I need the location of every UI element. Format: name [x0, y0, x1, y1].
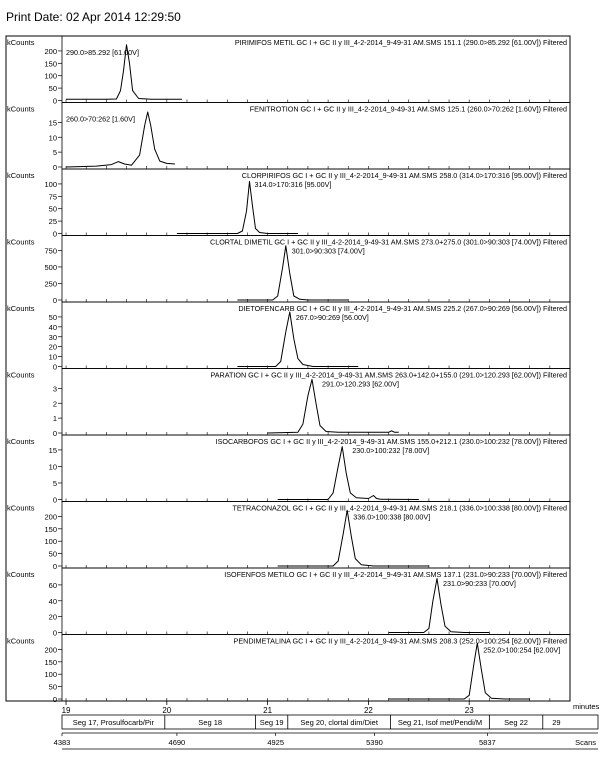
y-tick-label: 20	[48, 612, 57, 622]
scans-label: Scans	[575, 738, 596, 747]
y-unit-label: kCounts	[7, 38, 35, 47]
y-unit-label: kCounts	[7, 104, 35, 114]
y-unit-label: kCounts	[7, 304, 35, 313]
panel-title: CLORTAL DIMETIL GC I + GC II y III_4-2-2014_9-49-31 AM.SMS 273.0+275.0 (301.0>90:303 [74.00V]) Filtered	[210, 237, 567, 247]
chromatogram-panel	[7, 502, 570, 572]
y-tick-label: 20	[48, 342, 57, 352]
y-tick-label: 0	[52, 562, 57, 571]
y-tick-label: 0	[52, 296, 57, 305]
y-tick-label: 200	[44, 645, 57, 655]
chromatogram-panel	[7, 36, 570, 106]
x-tick-label: 20	[162, 706, 172, 715]
x-tick-label: 19	[61, 706, 71, 715]
x-tick-label: 21	[263, 706, 273, 715]
segment-label: 29	[552, 718, 561, 727]
y-tick-label: 0	[52, 495, 57, 505]
y-tick-label: 0	[52, 96, 57, 106]
x-unit-label: minutes	[573, 702, 600, 711]
y-unit-label: kCounts	[7, 237, 35, 247]
segment-label: Seg 19	[259, 718, 284, 727]
y-tick-label: 10	[48, 352, 57, 362]
y-tick-label: 25	[48, 217, 57, 227]
chromatogram-panel	[7, 635, 570, 705]
y-tick-label: 30	[48, 332, 57, 342]
y-tick-label: 0	[52, 695, 57, 704]
segment-label: Seg 22	[504, 718, 528, 727]
y-unit-label: kCounts	[7, 437, 35, 446]
segment-label: Seg 17, Prosulfocarb/Pir	[72, 718, 155, 727]
y-tick-label: 0	[52, 628, 57, 638]
chromatogram-panel	[7, 103, 570, 173]
y-tick-label: 0	[52, 229, 57, 239]
y-tick-label: 50	[48, 682, 57, 692]
chromatogram-panel	[7, 369, 570, 439]
y-tick-label: 15	[48, 118, 57, 128]
y-tick-label: 250	[44, 279, 57, 289]
transition-label: 230.0>100:232 [78.00V]	[352, 446, 430, 455]
y-tick-label: 60	[48, 580, 57, 590]
y-tick-label: 150	[44, 524, 57, 534]
transition-label: 290.0>85.292 [61.00V]	[66, 48, 139, 57]
y-tick-label: 0	[52, 163, 57, 172]
panel-title: FENITROTION GC I + GC II y III_4-2-2014_9-49-31 AM.SMS 125.1 (260.0>70:262 [1.60V]) Filtered	[249, 104, 567, 114]
transition-label: 291.0>120.293 [62.00V]	[322, 379, 399, 389]
panel-title: ISOCARBOFOS GC I + GC II y III_4-2-2014_9-49-31 AM.SMS 155.0+212.1 (230.0>100:232 [78.00V]) Filtered	[215, 437, 567, 446]
y-tick-label: 750	[44, 246, 57, 256]
y-tick-label: 150	[44, 657, 57, 667]
y-tick-label: 15	[48, 445, 57, 455]
y-unit-label: kCounts	[7, 171, 35, 180]
chromatogram-panel	[7, 568, 570, 638]
chromatogram-panel	[7, 302, 570, 372]
y-tick-label: 50	[48, 549, 57, 559]
y-unit-label: kCounts	[7, 370, 35, 380]
panel-title: PARATION GC I + GC II y III_4-2-2014_9-49-31 AM.SMS 263.0+142.0+155.0 (291.0>120.293 [62.00V]) Filtered	[210, 370, 567, 380]
y-tick-label: 10	[48, 133, 57, 143]
y-tick-label: 0	[52, 362, 57, 372]
transition-label: 260.0>70:262 [1.60V]	[66, 114, 135, 124]
transition-label: 231.0>90:233 [70.00V]	[442, 579, 516, 588]
y-unit-label: kCounts	[7, 503, 35, 513]
y-tick-label: 40	[48, 322, 57, 332]
y-tick-label: 75	[48, 192, 57, 202]
y-tick-label: 100	[44, 179, 57, 189]
y-tick-label: 50	[48, 312, 57, 322]
panel-title: ISOFENFOS METILO GC I + GC II y III_4-2-2014_9-49-31 AM.SMS 137.1 (231.0>90:233 [70.00V]) Filtered	[224, 570, 567, 579]
transition-label: 314.0>170:316 [95.00V]	[254, 180, 332, 189]
chromatogram-panel	[7, 236, 570, 306]
chromatogram-panel	[7, 435, 570, 505]
segment-label: Seg 21, Isof met/Pendi/M	[397, 718, 483, 727]
panel-title: PIRIMIFOS METIL GC I + GC II y III_4-2-2014_9-49-31 AM.SMS 151.1 (290.0>85.292 [61.00V]) Filtered	[234, 38, 567, 47]
transition-label: 252.0>100:254 [62.00V]	[483, 645, 561, 655]
y-tick-label: 1	[52, 414, 57, 424]
y-tick-label: 100	[44, 670, 57, 680]
scan-value: 5837	[479, 738, 496, 747]
scan-value: 4690	[168, 738, 186, 747]
y-tick-label: 5	[52, 478, 57, 488]
y-tick-label: 100	[44, 537, 57, 547]
print-date: Print Date: 02 Apr 2014 12:29:50	[6, 10, 181, 24]
scan-value: 4925	[267, 738, 285, 747]
trace-line	[177, 181, 298, 233]
panel-title: TETRACONAZOL GC I + GC II y III_4-2-2014_9-49-31 AM.SMS 218.1 (336.0>100:338 [80.00V]) Filtered	[232, 503, 567, 513]
x-tick-label: 23	[464, 706, 474, 715]
y-tick-label: 0	[52, 429, 57, 438]
panel-title: CLORPIRIFOS GC I + GC II y III_4-2-2014_9-49-31 AM.SMS 258.0 (314.0>170:316 [95.00V]) Filtered	[241, 171, 567, 180]
y-tick-label: 5	[52, 148, 57, 158]
y-tick-label: 2	[52, 399, 57, 409]
y-unit-label: kCounts	[7, 636, 35, 646]
y-tick-label: 150	[44, 59, 57, 69]
transition-label: 267.0>90:269 [56.00V]	[295, 313, 369, 322]
segment-label: Seg 18	[198, 718, 223, 727]
y-tick-label: 200	[44, 46, 57, 56]
y-tick-label: 500	[44, 262, 57, 272]
y-tick-label: 3	[52, 384, 57, 394]
scan-value: 4383	[53, 738, 71, 747]
transition-label: 301.0>90:303 [74.00V]	[291, 246, 365, 256]
y-tick-label: 10	[48, 462, 57, 472]
scan-value: 5390	[366, 738, 383, 747]
panel-title: PENDIMETALINA GC I + GC II y III_4-2-2014_9-49-31 AM.SMS 208.3 (252.0>100:254 [62.00V]) Filtered	[233, 636, 567, 646]
y-tick-label: 50	[48, 84, 57, 94]
segment-label: Seg 20, clortal dim/Diet	[300, 718, 378, 727]
x-tick-label: 22	[363, 706, 373, 715]
y-tick-label: 40	[48, 596, 57, 606]
y-unit-label: kCounts	[7, 570, 35, 579]
y-tick-label: 100	[44, 71, 57, 81]
transition-label: 336.0>100:338 [80.00V]	[353, 512, 431, 522]
panel-title: DIETOFENCARB GC I + GC II y III_4-2-2014_9-49-31 AM.SMS 225.2 (267.0>90:269 [56.00V]) Filtered	[238, 304, 567, 313]
y-tick-label: 200	[44, 512, 57, 522]
y-tick-label: 50	[48, 204, 57, 214]
chromatogram-panel	[7, 169, 570, 239]
